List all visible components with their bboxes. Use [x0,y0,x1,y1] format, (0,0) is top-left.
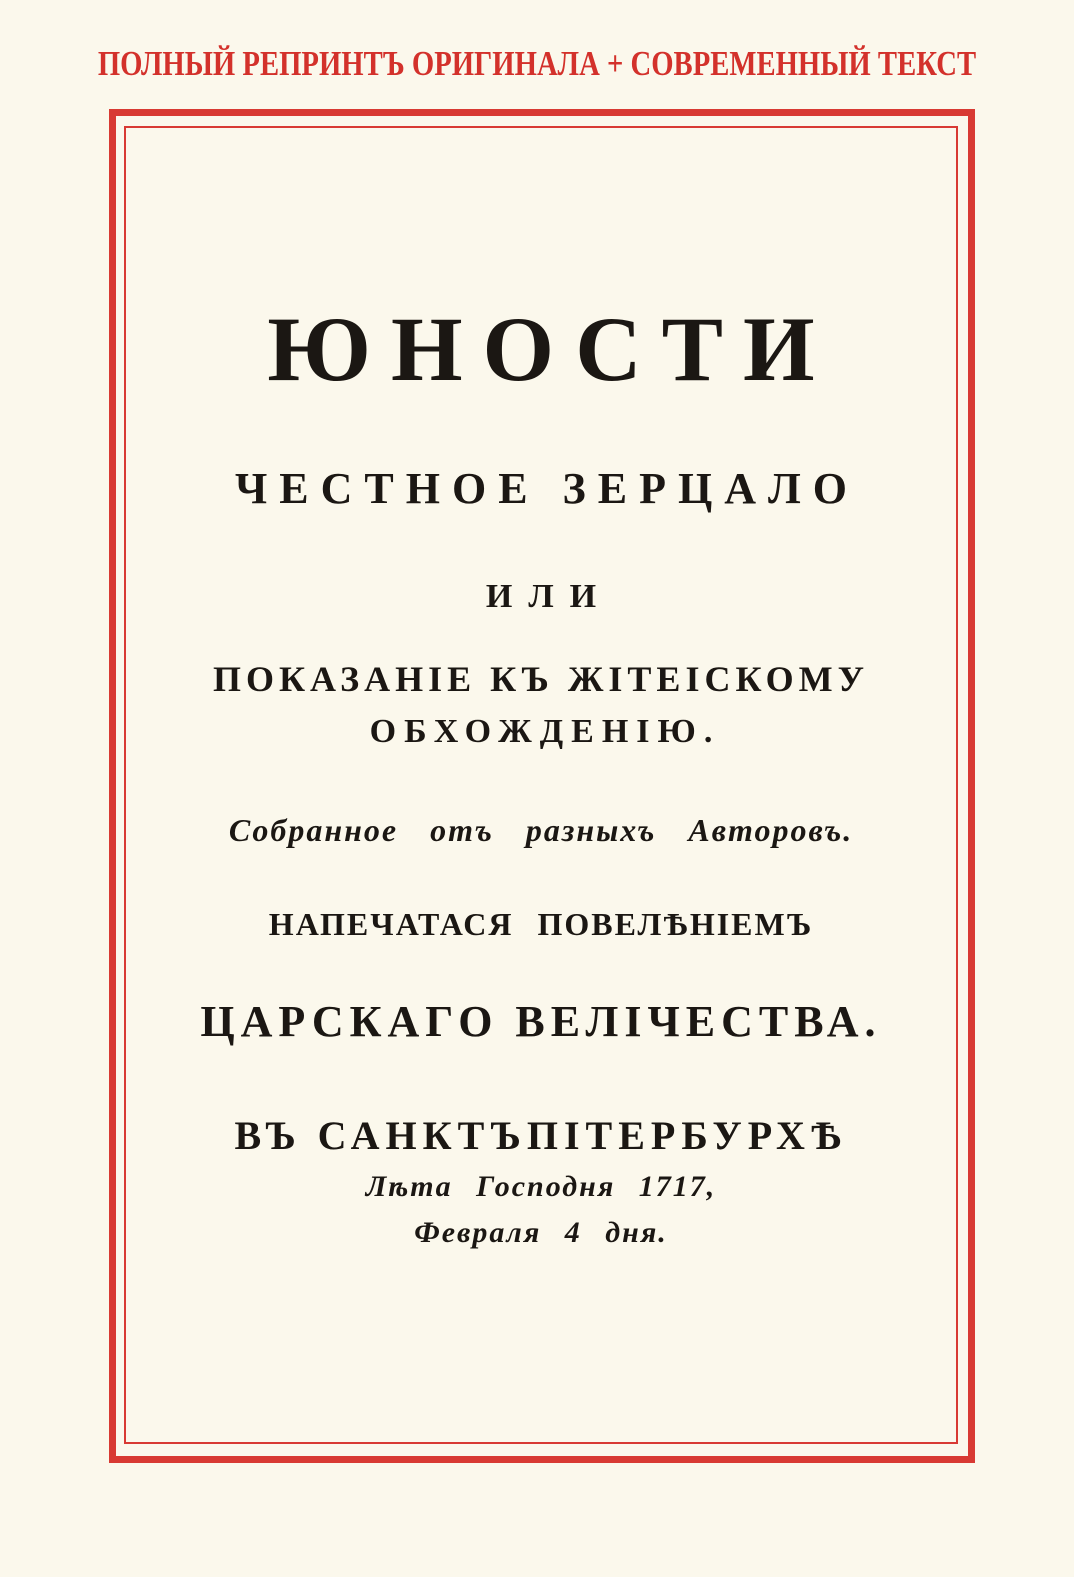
printed-by-order-line: НАПЕЧАТАСЯ ПОВЕЛѢНІЕМЪ [268,906,814,942]
place-line: ВЪ САНКТЪПІТЕРБУРХѢ [234,1113,848,1158]
date-line: Февраля 4 дня. [414,1216,668,1249]
description-line-2: ОБХОЖДЕНІЮ. [369,713,721,750]
edition-banner: ПОЛНЫЙ РЕПРИНТЪ ОРИГИНАЛА + СОВРЕМЕННЫЙ ТЕКСТ [97,44,977,83]
conjunction-line: ИЛИ [485,578,613,615]
compiled-from-line: Собранное отъ разныхъ Авторовъ. [228,812,854,848]
page-title: ЮНОСТИ [267,298,835,400]
page-subtitle: ЧЕСТНОЕ ЗЕРЦАЛО [234,464,860,513]
year-line: Лѣта Господня 1717, [365,1170,717,1203]
description-line-1: ПОКАЗАНІЕ КЪ ЖІТЕІСКОМУ [212,659,870,699]
majesty-line: ЦАРСКАГО ВЕЛІЧЕСТВА. [200,997,882,1046]
